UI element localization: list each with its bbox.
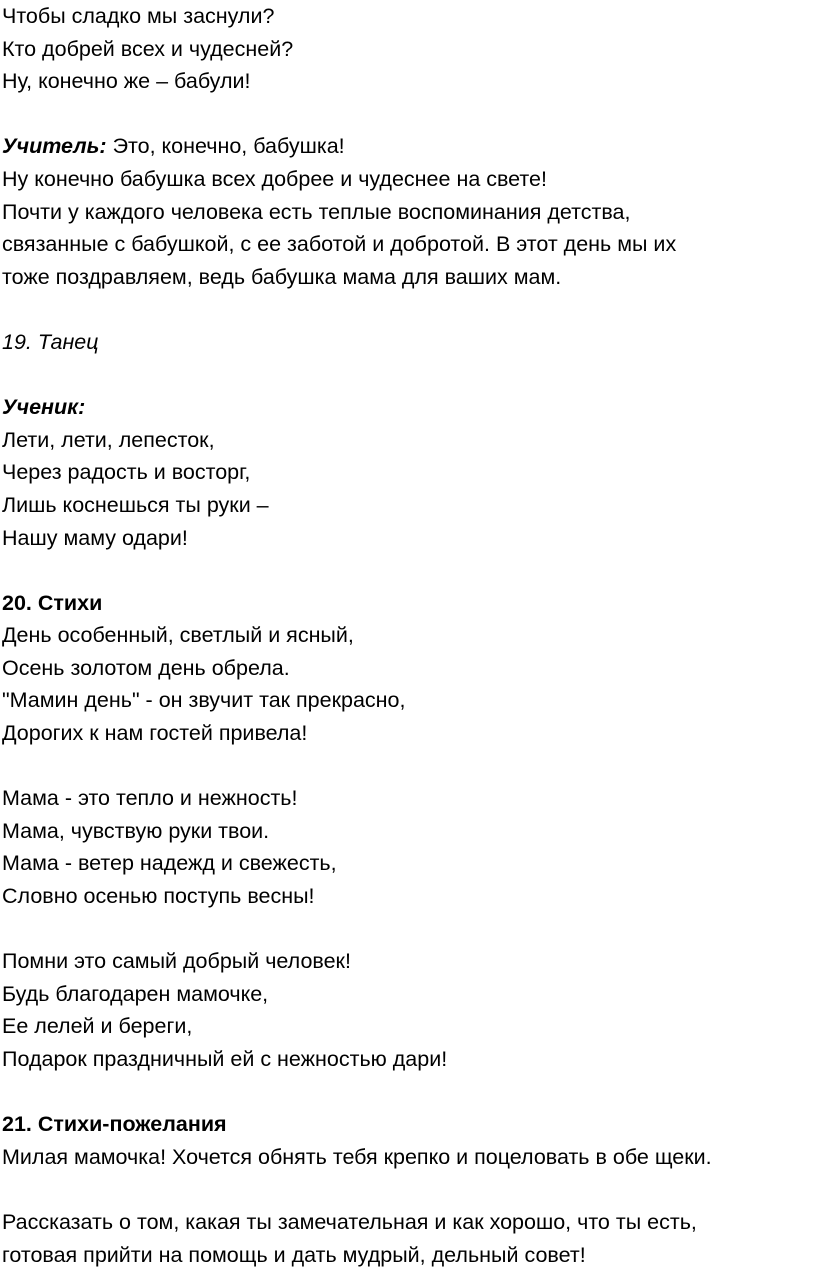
student-line: Через радость и восторг,	[2, 460, 251, 485]
document-page	[2, 0, 814, 1271]
blank-line	[2, 1173, 814, 1206]
speaker-teacher: Учитель:	[2, 134, 107, 159]
teacher-text-line: тоже поздравляем, ведь бабушка мама для ваших мам.	[2, 264, 562, 289]
verse-line: Словно осенью поступь весны!	[2, 884, 315, 909]
verse-line: Осень золотом день обрела.	[2, 655, 290, 680]
verse-line: Мама - ветер надежд и свежесть,	[2, 851, 337, 876]
verse-line: Подарок праздничный ей с нежностью дари!	[2, 1047, 448, 1071]
teacher-first-line: Это, конечно, бабушка!	[106, 134, 345, 159]
teacher-text-line: Ну конечно бабушка всех добрее и чудеснее на свете!	[2, 166, 547, 191]
poem-line: Кто добрей всех и чудесней?	[2, 36, 294, 61]
blank-line	[2, 98, 814, 131]
teacher-text-line: связанные с бабушкой, с ее заботой и добротой. В этот день мы их	[2, 232, 677, 257]
verse-line: Ее лелей и береги,	[2, 1014, 193, 1039]
blank-line	[2, 913, 814, 946]
item-20-heading: 20. Стихи	[2, 590, 103, 615]
teacher-line	[2, 130, 814, 163]
verse-line: Помни это самый добрый человек!	[2, 949, 351, 974]
student-line: Лети, лети, лепесток,	[2, 427, 215, 452]
blank-line	[2, 1076, 814, 1109]
blank-line	[2, 750, 814, 783]
student-line: Нашу маму одари!	[2, 525, 188, 550]
student-line: Лишь коснешься ты руки –	[2, 492, 269, 517]
item-19-dance: 19. Танец	[2, 329, 99, 354]
verse-line: Мама, чувствую руки твои.	[2, 818, 270, 843]
verse-line: Мама - это тепло и нежность!	[2, 786, 298, 811]
wish-line: Милая мамочка! Хочется обнять тебя крепко и поцеловать в обе щеки.	[2, 1144, 712, 1169]
verse-line: "Мамин день" - он звучит так прекрасно,	[2, 688, 406, 713]
poem-line: Чтобы сладко мы заснули?	[2, 4, 275, 28]
wish-line: Рассказать о том, какая ты замечательная и как хорошо, что ты есть,	[2, 1209, 697, 1234]
teacher-text-line: Почти у каждого человека есть теплые воспоминания детства,	[2, 199, 631, 224]
blank-line	[2, 554, 814, 587]
verse-line: День особенный, светлый и ясный,	[2, 623, 354, 648]
item-21-heading: 21. Стихи-пожелания	[2, 1112, 227, 1137]
poem-line: Ну, конечно же – бабули!	[2, 69, 251, 94]
verse-line: Дорогих к нам гостей привела!	[2, 721, 308, 746]
verse-line: Будь благодарен мамочке,	[2, 981, 269, 1006]
wish-line: готовая прийти на помощь и дать мудрый, дельный совет!	[2, 1242, 586, 1267]
speaker-student: Ученик:	[2, 395, 86, 420]
blank-line	[2, 293, 814, 326]
blank-line	[2, 359, 814, 392]
